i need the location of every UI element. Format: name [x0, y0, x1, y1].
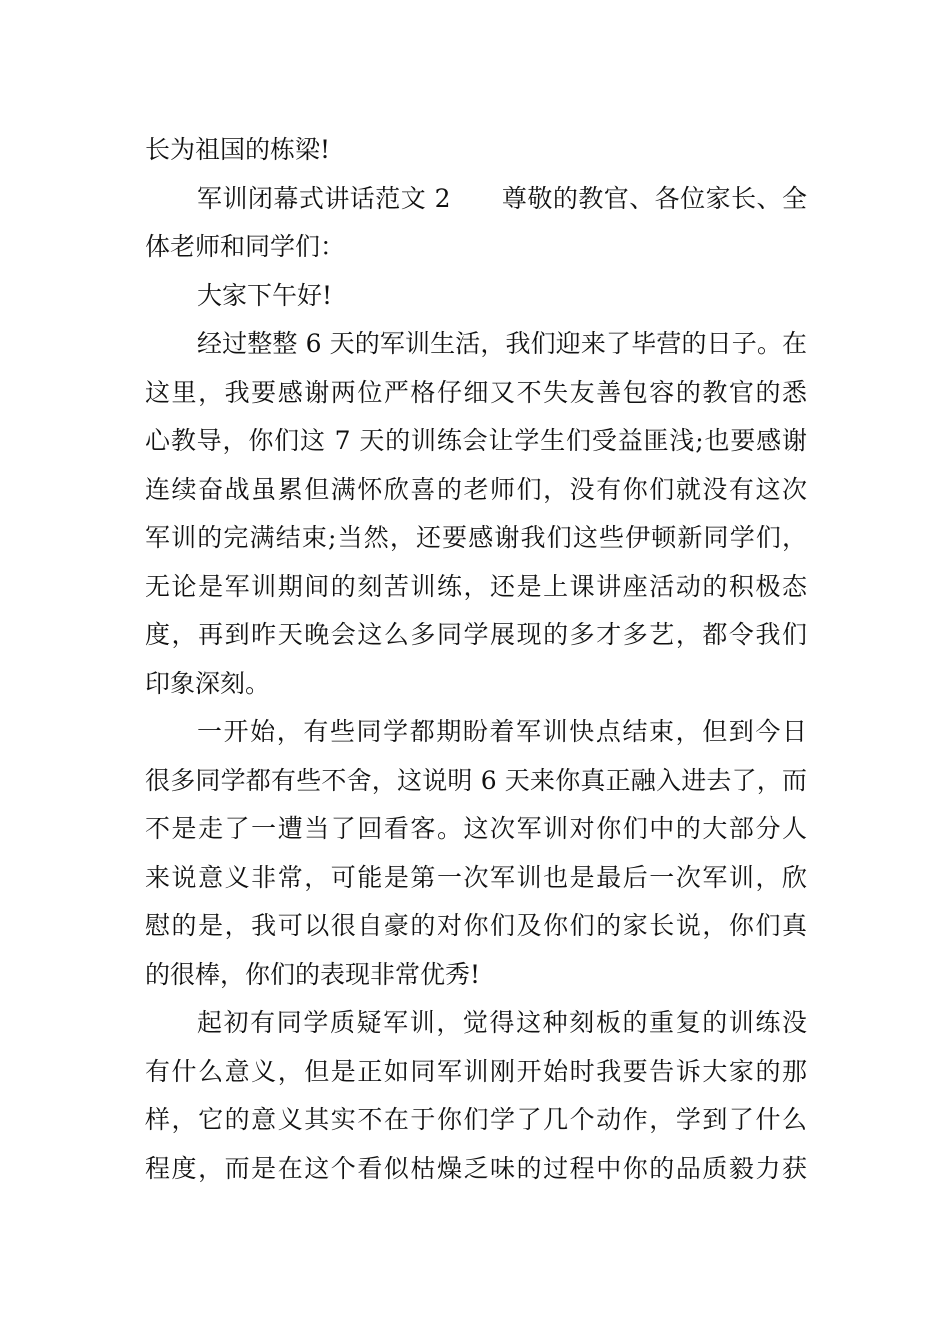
- text-line: 印象深刻。: [145, 668, 271, 698]
- text-line: 军训闭幕式讲话范文 2 尊敬的教官、各位家长、全: [197, 183, 807, 213]
- text-line: 军训的完满结束;当然，还要感谢我们这些伊顿新同学们，: [145, 523, 807, 552]
- text-line: 体老师和同学们：: [145, 232, 346, 261]
- text-line: 长为祖国的栋梁!: [145, 135, 331, 164]
- document-body: [145, 126, 807, 1193]
- text-line: 这里，我要感谢两位严格仔细又不失友善包容的教官的悉: [145, 377, 807, 407]
- text-line: 有什么意义，但是正如同军训刚开始时我要告诉大家的那: [145, 1056, 807, 1086]
- text-line: 起初有同学质疑军训，觉得这种刻板的重复的训练没: [197, 1008, 807, 1037]
- text-line: 来说意义非常，可能是第一次军训也是最后一次军训，欣: [145, 862, 807, 892]
- text-line: 心教导，你们这 7 天的训练会让学生们受益匪浅;也要感谢: [145, 426, 807, 455]
- text-line: 程度，而是在这个看似枯燥乏味的过程中你的品质毅力获: [145, 1153, 807, 1183]
- text-line: 大家下午好!: [197, 280, 333, 310]
- text-line: 经过整整 6 天的军训生活，我们迎来了毕营的日子。在: [197, 329, 807, 358]
- text-line: 很多同学都有些不舍，这说明 6 天来你真正融入进去了，而: [145, 765, 807, 795]
- text-line: 度，再到昨天晚会这么多同学展现的多才多艺，都令我们: [145, 620, 807, 649]
- text-line: 连续奋战虽累但满怀欣喜的老师们，没有你们就没有这次: [145, 474, 807, 504]
- text-line: 一开始，有些同学都期盼着军训快点结束，但到今日: [197, 717, 807, 746]
- text-line: 的很棒，你们的表现非常优秀!: [145, 959, 481, 989]
- text-line: 无论是军训期间的刻苦训练，还是上课讲座活动的积极态: [145, 571, 807, 601]
- text-line: 样，它的意义其实不在于你们学了几个动作，学到了什么: [145, 1105, 807, 1134]
- text-line: 慰的是，我可以很自豪的对你们及你们的家长说，你们真: [145, 911, 807, 940]
- text-line: 不是走了一遭当了回看客。这次军训对你们中的大部分人: [145, 814, 807, 843]
